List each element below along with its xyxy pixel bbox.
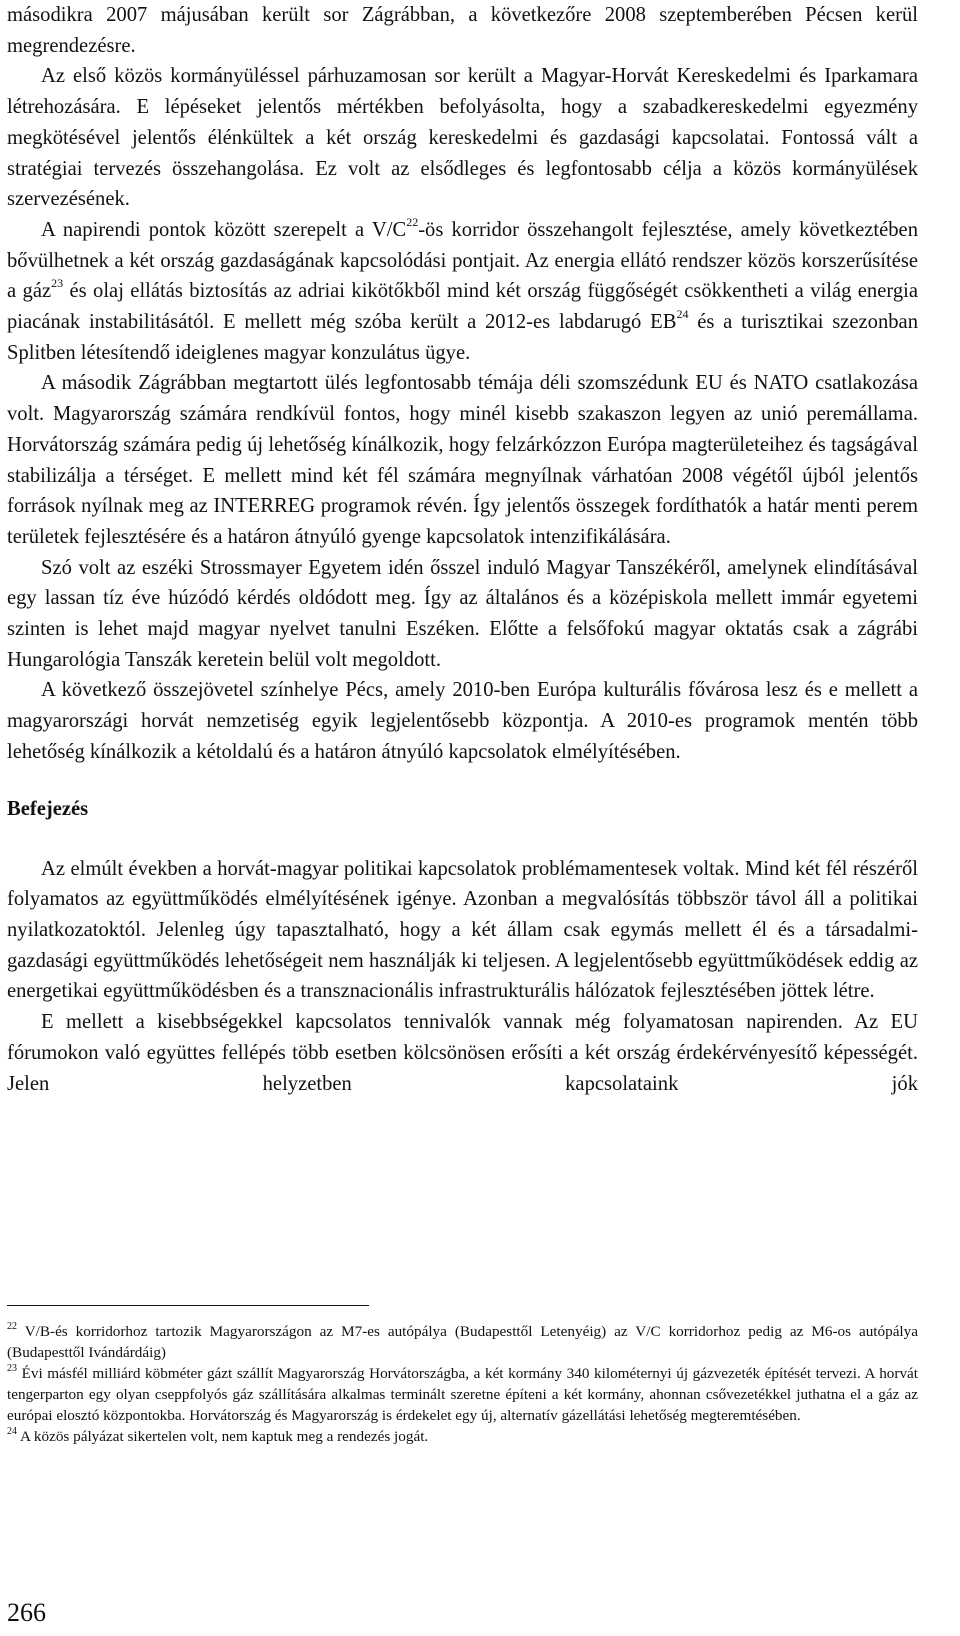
section-heading: Befejezés	[7, 797, 89, 820]
footnote-ref[interactable]: 23	[51, 276, 64, 291]
main-text	[7, 0, 918, 1099]
footnote-number: 22	[7, 1321, 17, 1332]
footnote-ref[interactable]: 24	[676, 307, 689, 322]
footnotes	[7, 1322, 918, 1447]
footnote	[7, 1322, 918, 1364]
paragraph: A második Zágrábban megtartott ülés legfontosabb témája déli szomszédunk EU és NATO csatlakozása volt. Magyarország számára rendkívül fontos, hogy minél kisebb szakaszon legyen az unió peremállama. Horvátország számára pedig új lehetőség kínálkozik, hogy felzárkózzon Európa magterületeihez és tagságával stabilizálja a térséget. E mellett mind két fél számára megnyílnak várhatóan 2008 végétől újból jelentős források nyílnak meg az INTERREG programok révén. Így jelentős összegek fordíthatók a határ menti perem területek fejlesztésére és a határon átnyúló gyenge kapcsolatok intenzifikálására.	[7, 372, 918, 548]
text-run: -ös korridor összehangolt fejlesztése, amely következtében bővülhetnek a két ország gazdaságának kapcsolódási pontjait. Az energia ellátó rendszer közös korszerűsítése a gáz	[7, 218, 918, 303]
paragraph: Az elmúlt években a horvát-magyar politikai kapcsolatok problémamentesek voltak. Mind két fél részéről folyamatos az együttműködés elmélyítésének igénye. Azonban a megvalósítás többször távol áll a politikai nyilatkozatoktól. Jelenleg úgy tapasztalható, hogy a két állam csak egymás mellett él és a társadalmi-gazdasági együttműködés lehetőségeit nem használják ki teljesen. A legjelentősebb együttműködések eddig az energetikai együttműködésben és a transznacionális infrastrukturális hálózatok fejlesztésében jöttek létre.	[7, 857, 918, 1003]
page-number: 266	[7, 1598, 46, 1627]
footnote-ref[interactable]: 22	[406, 214, 419, 229]
footnote-number: 23	[7, 1362, 17, 1374]
footnote-number: 24	[7, 1425, 17, 1437]
footnote-text: V/B-és korridorhoz tartozik Magyarországon az M7-es autópálya (Budapesttől Letenyéig) az V/C korridorhoz pedig az M6-os autópálya (Budapesttől Ivándárdáig)	[7, 1323, 918, 1361]
paragraph: A következő összejövetel színhelye Pécs, amely 2010-ben Európa kulturális fővárosa lesz és e mellett a magyarországi horvát nemzetiség egyik legjelentősebb központja. A 2010-es programok mentén több lehetőség kínálkozik a kétoldalú és a határon átnyúló kapcsolatok elmélyítésében.	[7, 679, 918, 763]
footnote-separator	[7, 1305, 369, 1306]
footnote	[7, 1427, 918, 1448]
paragraph: Az első közös kormányüléssel párhuzamosan sor került a Magyar-Horvát Kereskedelmi és Iparkamara létrehozására. E lépéseket jelentős mértékben befolyásolta, hogy a szabadkereskedelmi egyezmény megkötésével jelentős élénkültek a két ország kereskedelmi és gazdasági kapcsolatai. Fontossá vált a stratégiai tervezés összehangolása. Ez volt az elsődleges és legfontosabb célja a közös kormányülések szervezésének.	[7, 65, 918, 211]
footnote	[7, 1364, 918, 1427]
text-run: és olaj ellátás biztosítás az adriai kikötőkből mind két ország függőségét csökkentheti a világ energia piacának instabilitásától. E mellett még szóba került a 2012-es labdarugó EB	[7, 280, 918, 334]
paragraph: másodikra 2007 májusában került sor Zágrábban, a következőre 2008 szeptemberében Pécsen kerül megrendezésre.	[7, 4, 918, 57]
paragraph	[7, 215, 918, 369]
paragraph: Szó volt az eszéki Strossmayer Egyetem idén ősszel induló Magyar Tanszékéről, amelynek elindításával egy lassan tíz éve húzódó kérdés oldódott meg. Így az általános és a középiskola mellett immár egyetemi szinten is lehet majd magyar nyelvet tanulni Eszéken. Előtte a felsőfokú magyar oktatás csak a zágrábi Hungarológia Tanszák keretein belül volt megoldott.	[7, 556, 918, 671]
text-run: A napirendi pontok között szerepelt a V/C	[41, 218, 407, 241]
text-run: és a turisztikai szezonban Splitben létesítendő ideiglenes magyar konzulátus ügye.	[7, 311, 918, 364]
footnote-text: Évi másfél milliárd köbméter gázt szállít Magyarország Horvátországba, a két kormány 340 kilométernyi új gázvezeték építését tervezi. A horvát tengerparton egy olyan cseppfolyós gáz szállítására alkalmas terminált szeretne építeni a két kormány, ahonnan csővezetékkel juthatna el a gáz az európai elosztó központokba. Horvátország és Magyarország is érdekelet egy új, alternatív gázellátási lehetőség megteremtésében.	[7, 1364, 919, 1424]
paragraph: E mellett a kisebbségekkel kapcsolatos tennivalók vannak még folyamatosan napirenden. Az EU fórumokon való együttes fellépés több esetben kölcsönösen erősíti a két ország érdekérvényesítő képességét. Jelen helyzetben kapcsolataink jók	[7, 1011, 918, 1095]
footnote-text: A közös pályázat sikertelen volt, nem kaptuk meg a rendezés jogát.	[19, 1427, 429, 1445]
